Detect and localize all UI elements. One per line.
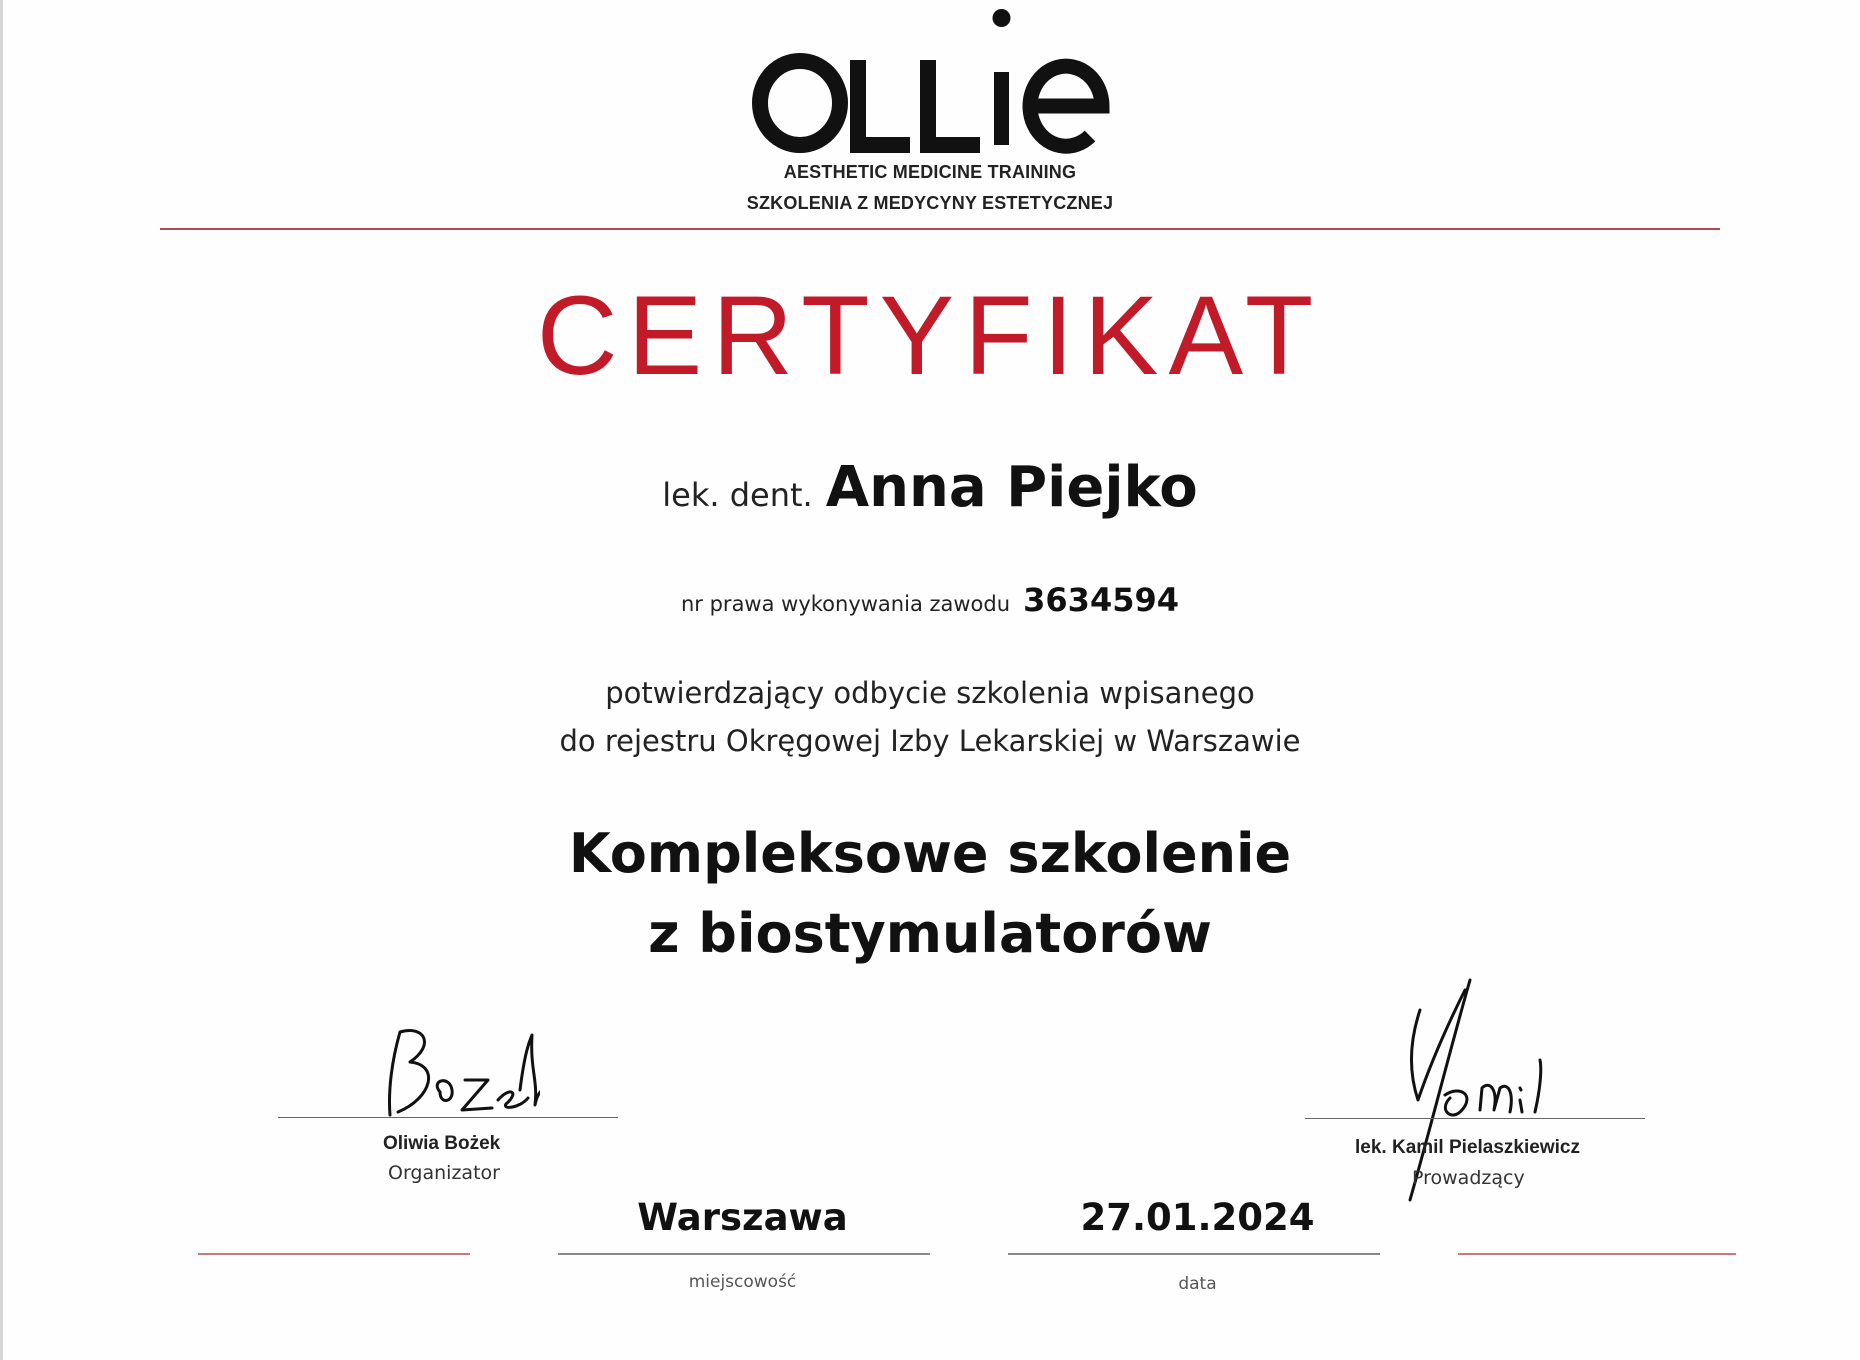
place-value: Warszawa — [637, 1196, 848, 1239]
organizer-signature-line — [278, 1117, 618, 1118]
recipient-line — [0, 455, 1860, 520]
certificate-title: CERTYFIKAT — [536, 273, 1324, 398]
confirmation-text-line-1: potwierdzający odbycie szkolenia wpisanego — [605, 676, 1255, 710]
place-rule — [558, 1253, 930, 1255]
recipient-title: lek. dent. — [662, 476, 813, 514]
instructor-name: lek. Kamil Pielaszkiewicz — [1355, 1137, 1580, 1158]
license-label: nr prawa wykonywania zawodu — [680, 592, 1011, 616]
ollie-logo-mark — [740, 8, 1120, 158]
license-line — [0, 581, 1860, 619]
footer-rule-left — [198, 1253, 470, 1255]
license-number: 3634594 — [1023, 581, 1179, 619]
tagline-english: AESTHETIC MEDICINE TRAINING — [783, 162, 1077, 182]
tagline-polish: SZKOLENIA Z MEDYCYNY ESTETYCZNEJ — [746, 193, 1114, 213]
date-value: 27.01.2024 — [1080, 1196, 1315, 1239]
confirmation-text-line-2: do rejestru Okręgowej Izby Lekarskiej w Warszawie — [559, 724, 1301, 758]
course-title-line-2: z biostymulatorów — [648, 902, 1212, 965]
date-label: data — [1178, 1274, 1217, 1294]
date-rule — [1008, 1253, 1380, 1255]
instructor-role: Prowadzący — [1412, 1167, 1525, 1189]
course-title-line-1: Kompleksowe szkolenie — [568, 822, 1292, 885]
header-divider — [160, 228, 1720, 230]
organizer-name: Oliwia Bożek — [383, 1133, 501, 1154]
organizer-signature — [370, 1020, 540, 1130]
instructor-signature-line — [1305, 1118, 1645, 1119]
place-label: miejscowość — [688, 1272, 797, 1292]
footer-rule-right — [1458, 1253, 1736, 1255]
ollie-logo — [0, 8, 1860, 158]
recipient-name: Anna Piejko — [825, 455, 1198, 520]
organizer-role: Organizator — [388, 1162, 500, 1184]
